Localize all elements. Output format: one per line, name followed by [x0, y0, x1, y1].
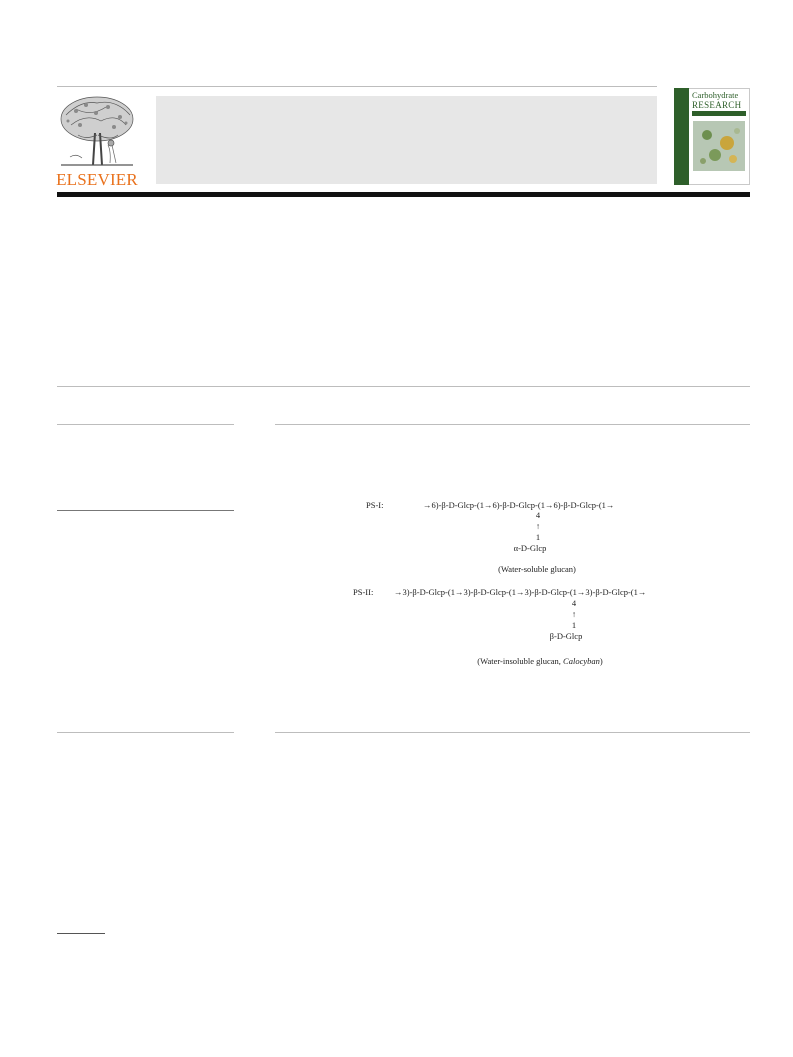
left-column-rule-middle: [57, 510, 234, 511]
cover-title-line2: RESEARCH: [692, 100, 742, 110]
right-column-rule-bottom: [275, 732, 750, 733]
ps2-caption-prefix: (Water-insoluble glucan,: [477, 656, 564, 666]
journal-banner: [156, 96, 657, 184]
ps2-caption: [477, 656, 602, 666]
cover-band: [692, 111, 746, 116]
left-column-rule-bottom: [57, 732, 234, 733]
ps2-caption-name: Calocyban: [563, 656, 600, 666]
journal-cover-thumbnail: [674, 88, 750, 185]
cover-illustration-icon: [693, 121, 745, 171]
left-column-rule-top: [57, 424, 234, 425]
section-rule-main: [57, 386, 750, 387]
ps1-caption: (Water-soluble glucan): [498, 564, 576, 574]
ps1-branch-unit: α-D-Glcp: [513, 543, 547, 553]
right-column-rule-top: [275, 424, 750, 425]
ps2-branch-anomeric: 1: [571, 620, 577, 630]
ps2-backbone: →3)-β-D-Glcp-(1→3)-β-D-Glcp-(1→3)-β-D-Glcp-(1→3)-β-D-Glcp-(1→: [394, 587, 647, 597]
ps2-branch-position: 4: [571, 598, 577, 608]
footnote-rule: [57, 933, 105, 934]
ps1-branch-anomeric: 1: [535, 532, 541, 542]
cover-title-line1: Carbohydrate: [692, 90, 739, 100]
header-thick-rule: [57, 192, 750, 197]
cover-spine-strip: [674, 88, 689, 185]
header-top-rule: [57, 86, 657, 87]
ps2-branch-unit: β-D-Glcp: [549, 631, 583, 641]
publisher-name: ELSEVIER: [56, 170, 138, 189]
ps1-backbone: →6)-β-D-Glcp-(1→6)-β-D-Glcp-(1→6)-β-D-Glcp-(1→: [423, 500, 615, 510]
publisher-logo: [56, 95, 138, 187]
ps1-label: PS-I:: [366, 500, 384, 510]
tree-engraving-icon: [56, 95, 138, 169]
ps2-branch-arrow: ↑: [571, 609, 577, 619]
ps1-branch-arrow: ↑: [535, 521, 541, 531]
ps1-branch-position: 4: [535, 510, 541, 520]
ps2-label: PS-II:: [353, 587, 374, 597]
ps2-caption-suffix: ): [599, 656, 603, 666]
